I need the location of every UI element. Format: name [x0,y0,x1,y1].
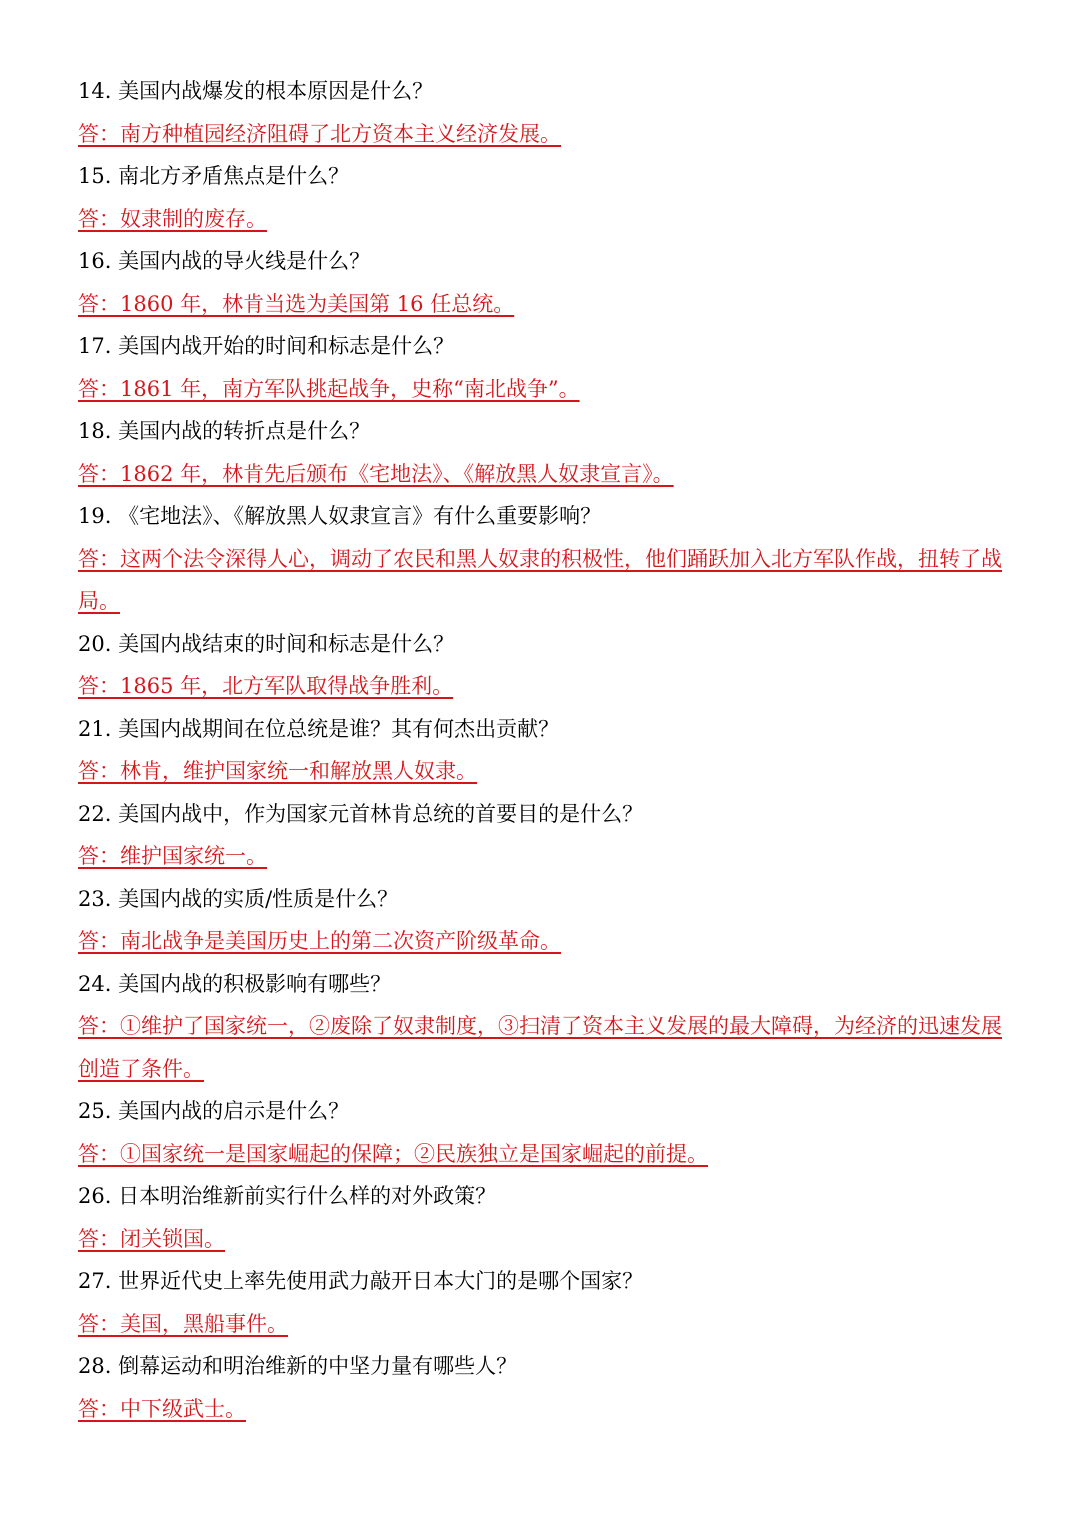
answer-18-text: 答：1862 年，林肯先后颁布《宅地法》、《解放黑人奴隶宣言》。 [78,461,674,486]
question-21: 21. 美国内战期间在位总统是谁？其有何杰出贡献？ [78,716,560,741]
answer-26 [78,1218,1008,1261]
answer-17 [78,368,1008,411]
answer-19-text: 答：这两个法令深得人心，调动了农民和黑人奴隶的积极性，他们踊跃加入北方军队作战，扭转了战局。 [78,546,1002,613]
answer-25 [78,1133,1008,1176]
question-27: 27. 世界近代史上率先使用武力敲开日本大门的是哪个国家？ [78,1269,644,1293]
answer-27-text: 答：美国，黑船事件。 [78,1311,288,1336]
answer-21 [78,750,1008,793]
question-25: 25. 美国内战的启示是什么？ [78,1099,350,1123]
answer-20 [78,665,1008,708]
question-19: 19. 《宅地法》、《解放黑人奴隶宣言》有什么重要影响？ [78,504,602,528]
answer-15 [78,198,1008,241]
answer-22 [78,835,1008,878]
answer-26-text: 答：闭关锁国。 [78,1226,225,1251]
question-22: 22. 美国内战中，作为国家元首林肯总统的首要目的是什么？ [78,801,644,826]
answer-23 [78,920,1008,963]
answer-28 [78,1388,1008,1431]
answer-16-text: 答：1860 年，林肯当选为美国第 16 任总统。 [78,291,515,316]
answer-24 [78,1005,1008,1090]
question-18: 18. 美国内战的转折点是什么？ [78,419,371,443]
question-17: 17. 美国内战开始的时间和标志是什么？ [78,334,455,358]
question-28: 28. 倒幕运动和明治维新的中坚力量有哪些人？ [78,1354,518,1378]
question-16: 16. 美国内战的导火线是什么？ [78,249,371,273]
answer-18 [78,453,1008,496]
answer-20-text: 答：1865 年，北方军队取得战争胜利。 [78,674,454,698]
question-23: 23. 美国内战的实质/性质是什么？ [78,886,399,911]
answer-19 [78,538,1008,623]
answer-15-text: 答：奴隶制的废存。 [78,206,267,231]
answer-24-text: 答：①维护了国家统一，②废除了奴隶制度，③扫清了资本主义发展的最大障碍，为经济的迅速发展创造了条件。 [78,1014,1002,1081]
question-24: 24. 美国内战的积极影响有哪些？ [78,971,392,996]
answer-28-text: 答：中下级武士。 [78,1396,246,1421]
answer-17-text: 答：1861 年，南方军队挑起战争，史称“南北战争”。 [78,376,580,401]
qa-list [78,70,1008,1430]
question-20: 20. 美国内战结束的时间和标志是什么？ [78,631,455,656]
question-15: 15. 南北方矛盾焦点是什么？ [78,164,350,188]
answer-14 [78,113,1008,156]
question-26: 26. 日本明治维新前实行什么样的对外政策？ [78,1184,497,1208]
question-14: 14. 美国内战爆发的根本原因是什么？ [78,79,434,103]
answer-21-text: 答：林肯，维护国家统一和解放黑人奴隶。 [78,759,477,783]
answer-25-text: 答：①国家统一是国家崛起的保障；②民族独立是国家崛起的前提。 [78,1141,708,1166]
answer-23-text: 答：南北战争是美国历史上的第二次资产阶级革命。 [78,929,561,953]
answer-27 [78,1303,1008,1346]
answer-22-text: 答：维护国家统一。 [78,844,267,868]
answer-16 [78,283,1008,326]
answer-14-text: 答：南方种植园经济阻碍了北方资本主义经济发展。 [78,121,561,146]
